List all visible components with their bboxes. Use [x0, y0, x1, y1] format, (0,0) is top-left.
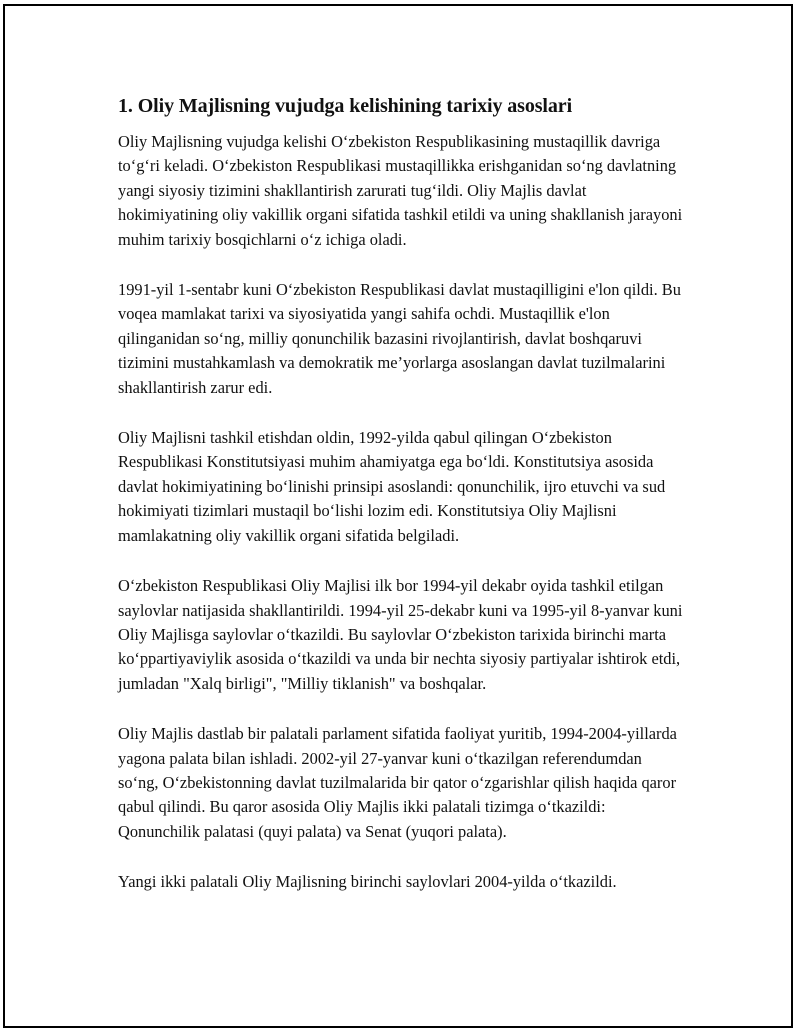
section-heading: 1. Oliy Majlisning vujudga kelishining tarixiy asoslari	[118, 95, 573, 117]
paragraph-4: O‘zbekiston Respublikasi Oliy Majlisi ilk bor 1994-yil dekabr oyida tashkil etilgan saylovlar natijasida shakllantirildi. 1994-yil 25-dekabr kuni va 1995-yil 8-yanvar kuni Oliy Majlisga saylovlar o‘tkazildi. Bu saylovlar O‘zbekiston tarixida birinchi marta ko‘ppartiyaviylik asosida o‘tkazildi va unda bir nechta siyosiy partiyalar ishtirok etdi, jumladan "Xalq birligi", "Milliy tiklanish" va boshqalar.	[118, 576, 683, 693]
document-body	[118, 92, 686, 921]
paragraph-5: Oliy Majlis dastlab bir palatali parlament sifatida faoliyat yuritib, 1994-2004-yillarda yagona palata bilan ishladi. 2002-yil 27-yanvar kuni o‘tkazilgan referendumdan so‘ng, O‘zbekistonning davlat tuzilmalarida bir qator o‘zgarishlar qilish haqida qaror qabul qilindi. Bu qaror asosida Oliy Majlis ikki palatali tizimga o‘tkazildi: Qonunchilik palatasi (quyi palata) va Senat (yuqori palata).	[118, 724, 677, 841]
paragraph-3: Oliy Majlisni tashkil etishdan oldin, 1992-yilda qabul qilingan O‘zbekiston Respublikasi Konstitutsiyasi muhim ahamiyatga ega bo‘ldi. Konstitutsiya asosida davlat hokimiyatining bo‘linishi prinsipi asoslandi: qonunchilik, ijro etuvchi va sud hokimiyati tizimlari mustaqil bo‘lishi lozim edi. Konstitutsiya Oliy Majlisni mamlakatning oliy vakillik organi sifatida belgiladi.	[118, 428, 666, 545]
paragraph-2: 1991-yil 1-sentabr kuni O‘zbekiston Respublikasi davlat mustaqilligini e'lon qildi. Bu voqea mamlakat tarixi va siyosiyatida yangi sahifa ochdi. Mustaqillik e'lon qilinganidan so‘ng, milliy qonunchilik bazasini rivojlantirish, davlat boshqaruvi tizimini mustahkamlash va demokratik me’yorlarga asoslangan davlat tuzilmalarini shakllantirish zarur edi.	[118, 280, 681, 397]
paragraph-1: Oliy Majlisning vujudga kelishi O‘zbekiston Respublikasining mustaqillik davriga to‘g‘ri keladi. O‘zbekiston Respublikasi mustaqillikka erishganidan so‘ng davlatning yangi siyosiy tizimini shakllantirish zarurati tug‘ildi. Oliy Majlis davlat hokimiyatining oliy vakillik organi sifatida tashkil etildi va uning shakllanish jarayoni muhim tarixiy bosqichlarni o‘z ichiga oladi.	[118, 132, 683, 249]
paragraph-6: Yangi ikki palatali Oliy Majlisning birinchi saylovlari 2004-yilda o‘tkazildi.	[118, 872, 617, 892]
